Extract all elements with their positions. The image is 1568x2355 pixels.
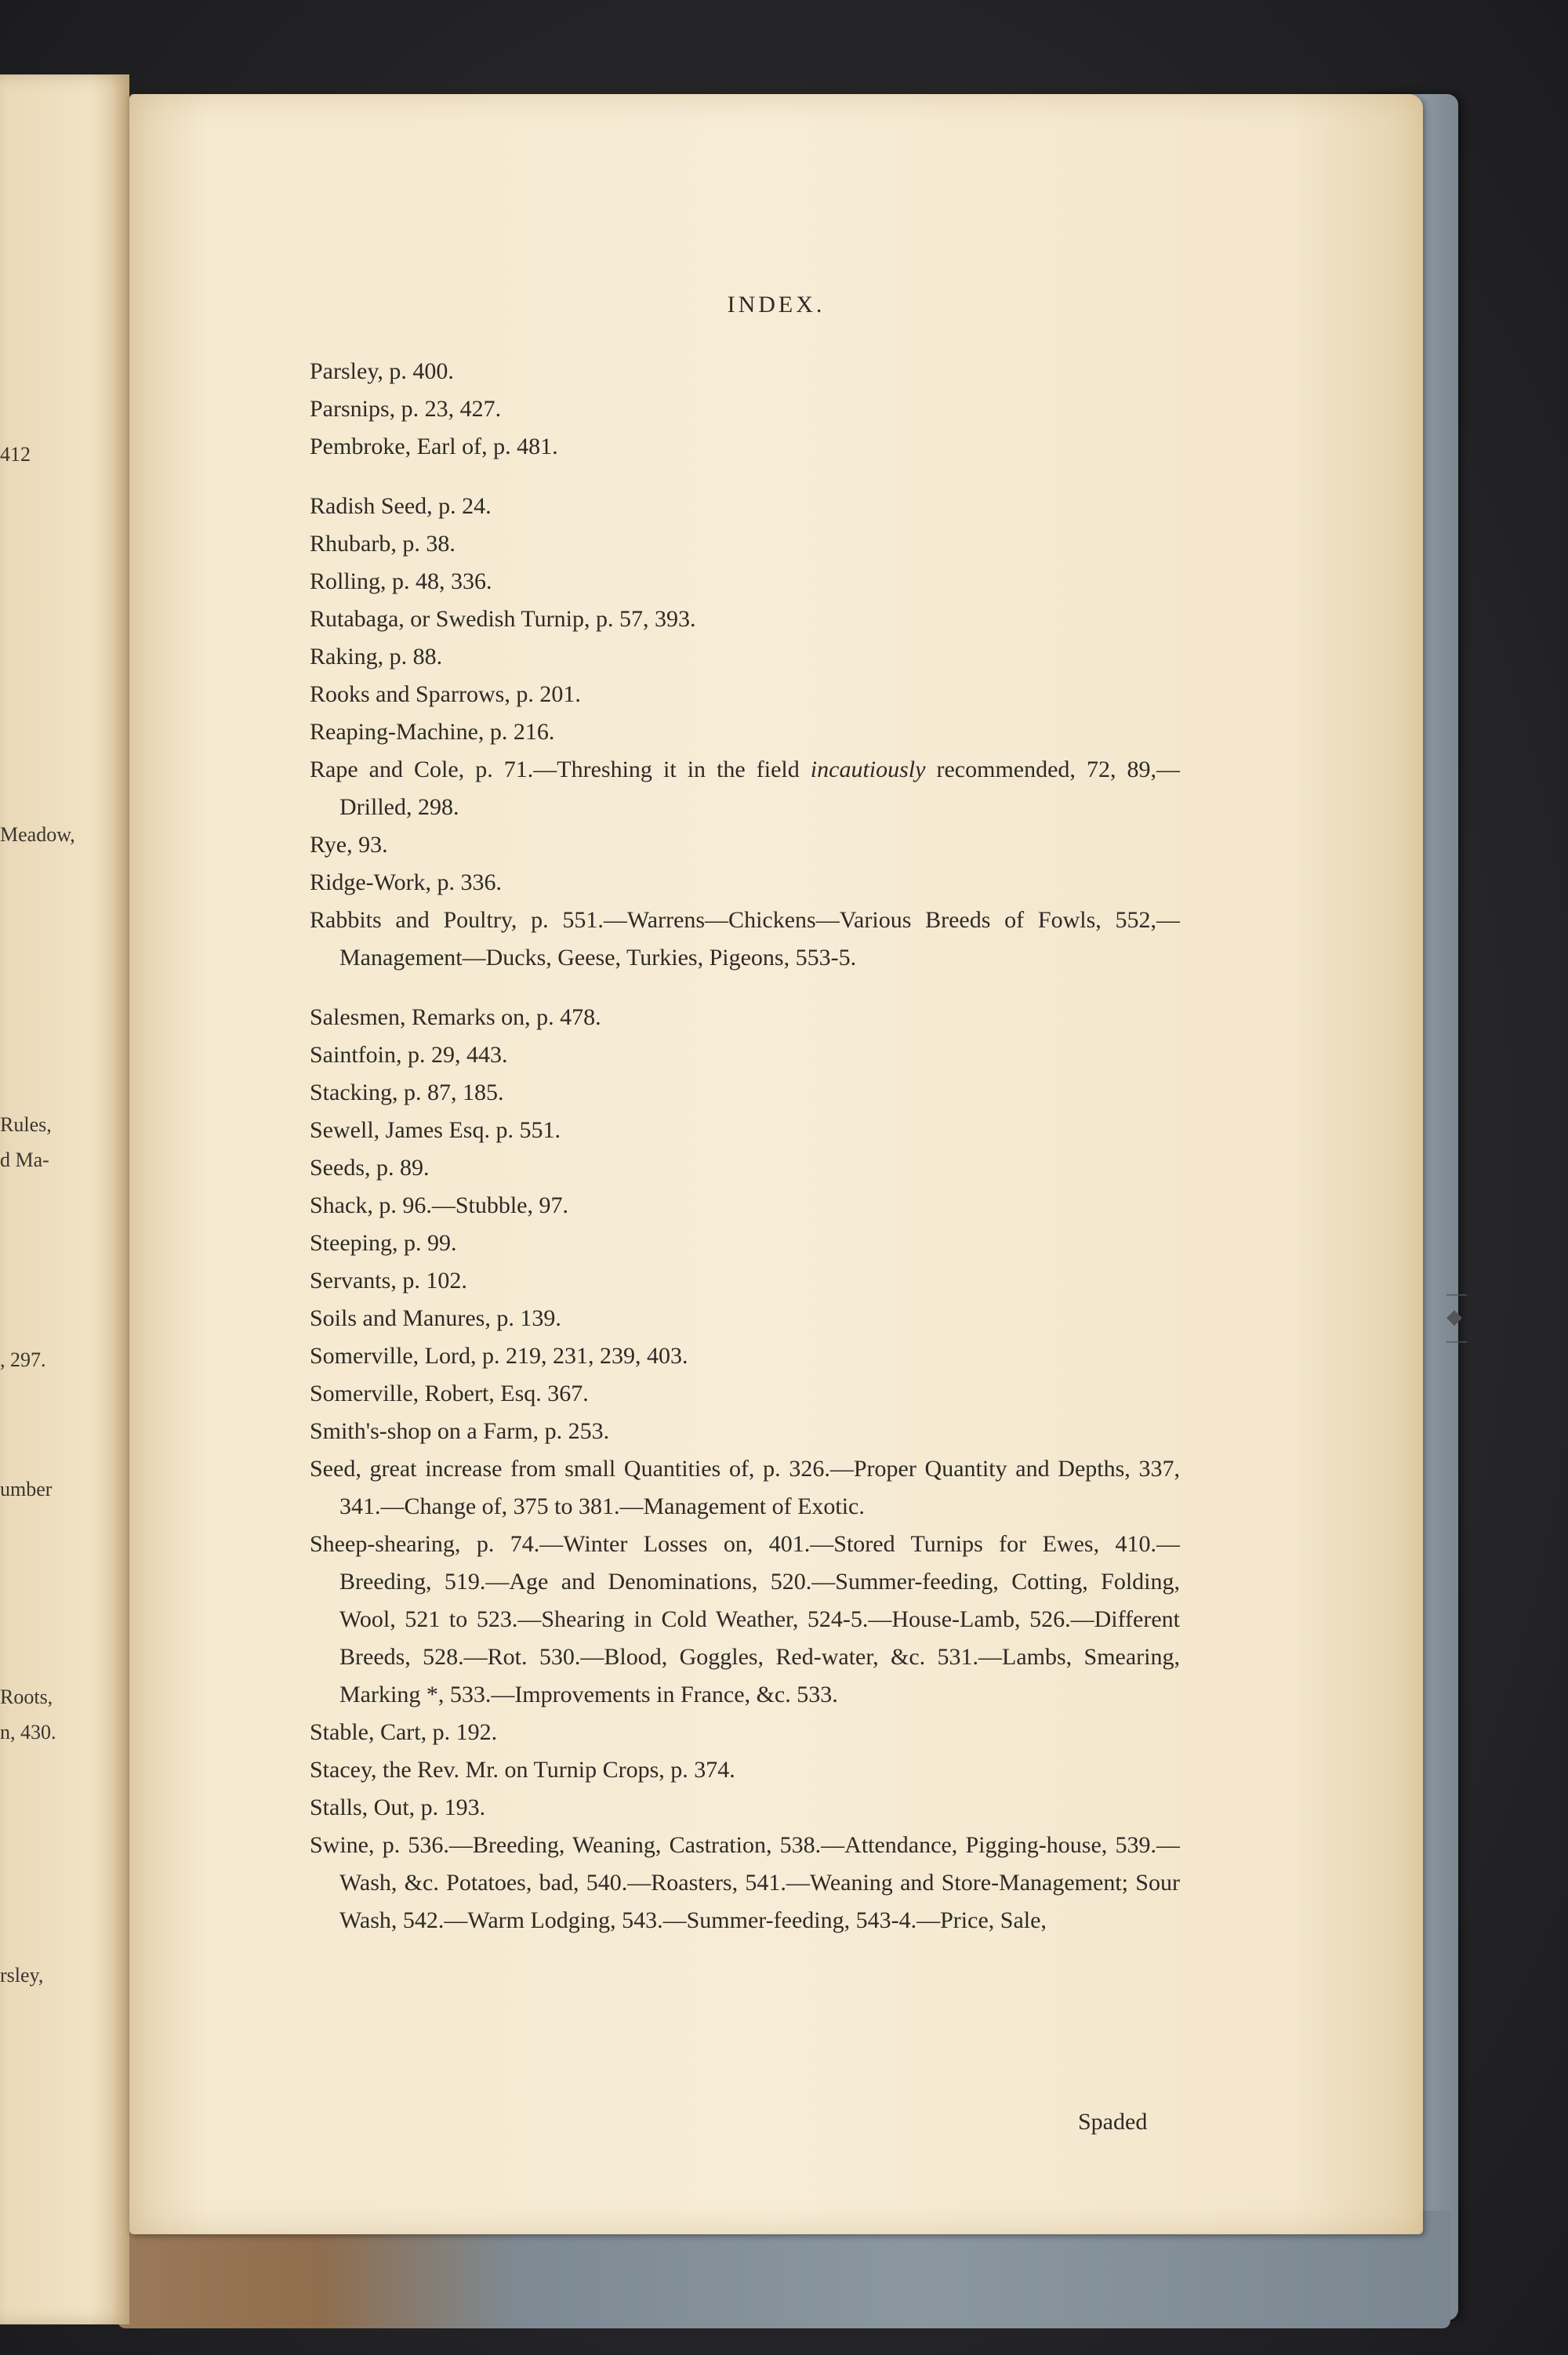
index-entry: Salesmen, Remarks on, p. 478. (310, 1004, 601, 1030)
index-entry: Smith's-shop on a Farm, p. 253. (310, 1418, 610, 1444)
left-page-fragment: rsley, (0, 1964, 44, 1987)
rape-entry-before: Rape and Cole, p. 71.—Threshing it in the field (310, 757, 811, 782)
index-entry: Sewell, James Esq. p. 551. (310, 1117, 561, 1143)
index-entry: Servants, p. 102. (310, 1268, 467, 1294)
index-entry: Ridge-Work, p. 336. (310, 869, 503, 895)
index-entry: Rolling, p. 48, 336. (310, 568, 492, 594)
rape-entry-after: recommended, 72, 89,—Drilled, 298. (339, 757, 1181, 820)
index-entry: Somerville, Lord, p. 219, 231, 239, 403. (310, 1343, 688, 1369)
left-page-fragment: n, 430. (0, 1721, 56, 1744)
index-entry: Stalls, Out, p. 193. (310, 1794, 486, 1820)
index-entry-rape (310, 751, 1180, 826)
index-entries (310, 353, 1180, 1940)
rape-entry-italic: incautiously (810, 757, 926, 782)
group-spacer (310, 466, 1180, 488)
index-entry: Pembroke, Earl of, p. 481. (310, 434, 558, 459)
index-entry: Rabbits and Poultry, p. 551.—Warrens—Chickens—Various Breeds of Fowls, 552,—Management—Ducks, Geese, Turkies, Pigeons, 553-5. (310, 907, 1180, 971)
index-entry: Soils and Manures, p. 139. (310, 1305, 561, 1331)
left-page-fragment: umber (0, 1478, 53, 1500)
facing-left-page (0, 74, 129, 2324)
catchword: Spaded (1078, 2109, 1148, 2135)
index-entry: Parsley, p. 400. (310, 358, 454, 384)
left-page-fragment: Roots, (0, 1686, 53, 1708)
index-entry: Reaping-Machine, p. 216. (310, 719, 555, 745)
index-entry: Rutabaga, or Swedish Turnip, p. 57, 393. (310, 606, 696, 632)
index-entry: Stacey, the Rev. Mr. on Turnip Crops, p. 374. (310, 1757, 735, 1783)
running-head: INDEX. (727, 292, 826, 318)
left-page-fragment: Meadow, (0, 823, 75, 846)
margin-mark: —◆— (1446, 1282, 1467, 1352)
index-entry: Rhubarb, p. 38. (310, 531, 456, 557)
index-entry: Raking, p. 88. (310, 644, 443, 669)
index-entry: Sheep-shearing, p. 74.—Winter Losses on, 401.—Stored Turnips for Ewes, 410.—Breeding, 519.—Age and Denominations, 520.—Summer-feeding, Cotting, Folding, Wool, 521 to 523.—Shearing in Cold Weather, 524-5.—House-Lamb, 526.—Different Breeds, 528.—Rot. 530.—Blood, Goggles, Red-water, &c. 531.—Lambs, Smearing, Marking *, 533.—Improvements in France, &c. 533. (310, 1531, 1180, 1707)
index-entry: Shack, p. 96.—Stubble, 97. (310, 1192, 568, 1218)
index-entry: Parsnips, p. 23, 427. (310, 396, 502, 422)
index-entry: Seeds, p. 89. (310, 1155, 430, 1181)
index-entry: Seed, great increase from small Quantities of, p. 326.—Proper Quantity and Depths, 337, 341.—Change of, 375 to 381.—Management of Exotic. (310, 1456, 1180, 1519)
left-page-fragment: Rules, (0, 1113, 52, 1136)
index-entry: Rooks and Sparrows, p. 201. (310, 681, 581, 707)
left-page-fragment: 412 (0, 443, 31, 466)
index-entry: Stacking, p. 87, 185. (310, 1080, 504, 1105)
page-content (129, 94, 1467, 2234)
group-spacer (310, 977, 1180, 999)
index-entry: Stable, Cart, p. 192. (310, 1719, 498, 1745)
index-entry: Steeping, p. 99. (310, 1230, 457, 1256)
index-entry: Somerville, Robert, Esq. 367. (310, 1381, 589, 1406)
left-page-fragment: , 297. (0, 1348, 46, 1371)
index-entry: Saintfoin, p. 29, 443. (310, 1042, 508, 1068)
index-entry: Radish Seed, p. 24. (310, 493, 492, 519)
index-entry: Swine, p. 536.—Breeding, Weaning, Castration, 538.—Attendance, Pigging-house, 539.—Wash, &c. Potatoes, bad, 540.—Roasters, 541.—Weaning and Store-Management; Sour Wash, 542.—Warm Lodging, 543.—Summer-feeding, 543-4.—Price, Sale, (310, 1832, 1180, 1933)
index-page (129, 94, 1467, 2234)
index-entry: Rye, 93. (310, 832, 388, 858)
left-page-fragment: d Ma- (0, 1148, 49, 1171)
